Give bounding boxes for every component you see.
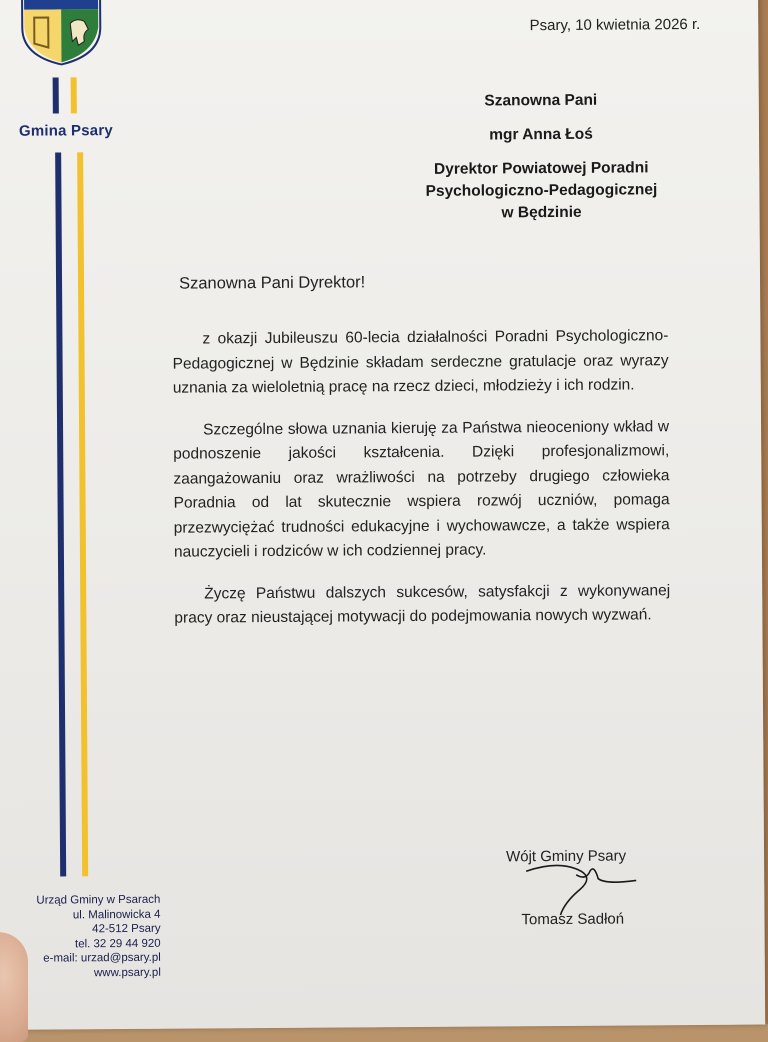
- signer-name: Tomasz Sadłoń: [521, 910, 625, 929]
- recipient-institution: Psychologiczno-Pedagogicznej: [425, 181, 658, 200]
- letter-date: Psary, 10 kwietnia 2026 r.: [529, 15, 701, 35]
- gold-side-stripe: [77, 152, 88, 876]
- navy-side-stripe: [55, 152, 66, 876]
- address-street: ul. Malinowicka 4: [72, 908, 161, 921]
- salutation: Szanowna Pani Dyrektor!: [178, 273, 366, 293]
- address-phone: tel. 32 29 44 920: [74, 937, 161, 951]
- signer-title: Wójt Gminy Psary: [506, 847, 627, 866]
- letter-body: [172, 324, 670, 648]
- municipality-name: Gmina Psary: [18, 122, 113, 140]
- recipient-greeting: Szanowna Pani: [484, 91, 598, 110]
- side-stripes: [55, 152, 104, 876]
- recipient-title: Dyrektor Powiatowej Poradni: [433, 159, 649, 178]
- address-email: e-mail: urzad@psary.pl: [43, 952, 161, 965]
- handwritten-signature-icon: [516, 840, 647, 921]
- coat-of-arms-icon: [18, 0, 105, 66]
- address-postcode: 42-512 Psary: [92, 922, 161, 936]
- recipient-block: [391, 89, 692, 225]
- address-website: www.psary.pl: [93, 966, 161, 980]
- paragraph-2: Szczególne słowa uznania kieruję za Państwa nieoceniony wkład w podnoszenie jakości kształcenia. Dzięki profesjonalizmowi, zaangażowaniu oraz wrażliwości na potrzeby drugiego człowieka Poradnia od lat skutecznie wspiera rozwój uczniów, pomaga przezwyciężać trudności edukacyjne i wychowawcze, a także wspiera nauczycieli i rodziców w ich codziennej pracy.: [173, 417, 670, 561]
- holding-thumb: [0, 932, 28, 1042]
- office-address: [8, 893, 161, 982]
- paragraph-1: z okazji Jubileuszu 60-lecia działalności Poradni Psychologiczno-Pedagogicznej w Będzinie składam serdeczne gratulacje oraz wyrazy uznania za wieloletnią pracę na rzecz dzieci, młodzieży i ich rodzin.: [172, 327, 669, 397]
- paragraph-3: Życzę Państwu dalszych sukcesów, satysfakcji z wykonywanej pracy oraz nieustającej motywacji do podejmowania nowych wyzwań.: [174, 581, 671, 627]
- address-office: Urząd Gminy w Psarach: [36, 893, 161, 907]
- recipient-city: w Będzinie: [501, 203, 582, 222]
- gold-stripe: [71, 77, 77, 113]
- navy-stripe: [53, 77, 59, 113]
- header-stripes: [53, 77, 83, 113]
- recipient-name: mgr Anna Łoś: [489, 125, 593, 144]
